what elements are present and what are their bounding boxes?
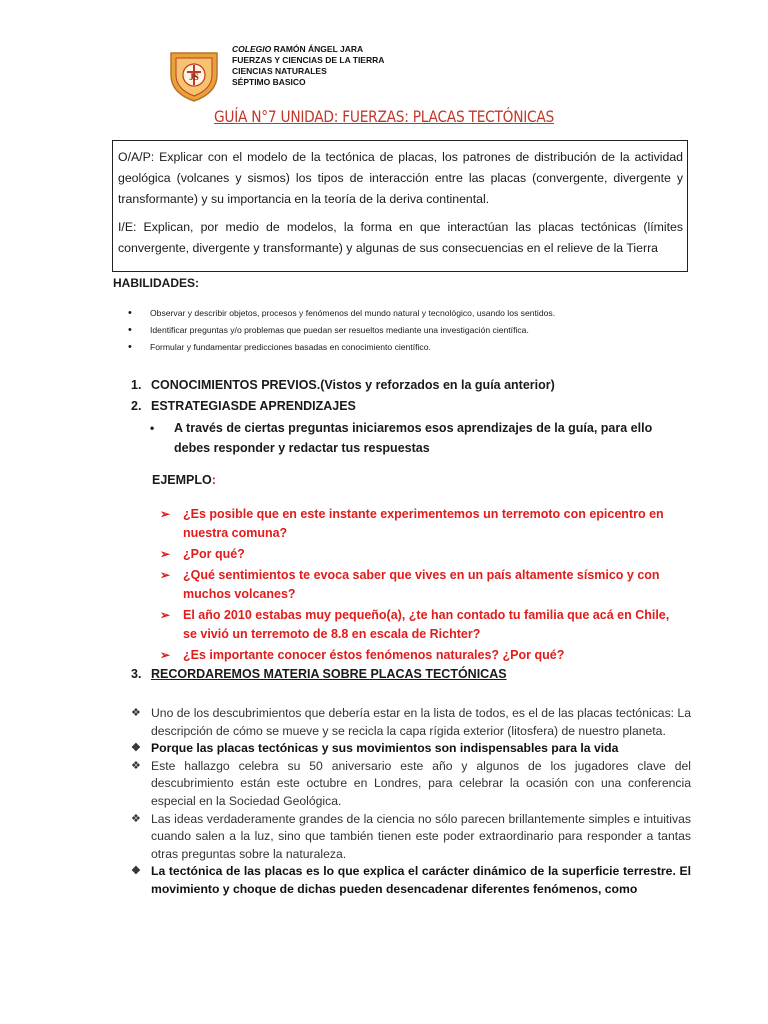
- diamond-bullet-icon: ❖: [131, 865, 141, 878]
- guide-title: GUÍA N°7 UNIDAD: FUERZAS: PLACAS TECTÓNICAS: [213, 107, 555, 126]
- bullet-icon: •: [150, 421, 155, 435]
- ejemplo-label: [152, 473, 216, 487]
- arrow-bullet-icon: ➢: [160, 547, 171, 561]
- school-name: RAMÓN ÁNGEL JARA: [271, 44, 364, 54]
- question-text: ¿Qué sentimientos te evoca saber que vives en un país altamente sísmico y con muchos volcanes?: [183, 568, 660, 601]
- diamond-bullet-icon: ❖: [131, 812, 141, 825]
- fact-item: [131, 811, 691, 864]
- question-text: ¿Es importante conocer éstos fenómenos naturales? ¿Por qué?: [183, 648, 565, 662]
- habilidades-list: [128, 305, 555, 356]
- fact-item: [131, 863, 691, 898]
- question-text: El año 2010 estabas muy pequeño(a), ¿te han contado tu familia que acá en Chile, se vivió un terremoto de 8.8 en escala de Richter?: [183, 608, 670, 641]
- habilidad-item: • Identificar preguntas y/o problemas que puedan ser resueltos mediante una investigación científica.: [128, 322, 555, 339]
- objectives-box: [112, 140, 688, 272]
- diamond-bullet-icon: ❖: [131, 742, 141, 755]
- fact-text: La tectónica de las placas es lo que explica el carácter dinámico de la superficie terrestre. El movimiento y choque de dichas pueden desencadenar diferentes fenómenos, como: [151, 864, 691, 896]
- question-text: ¿Por qué?: [183, 547, 245, 561]
- school-header: [232, 44, 384, 88]
- facts-list: [131, 705, 691, 899]
- section-2-heading: [131, 399, 356, 413]
- school-prefix: COLEGIO: [232, 44, 272, 54]
- arrow-bullet-icon: ➢: [160, 568, 171, 582]
- ejemplo-text: EJEMPLO: [152, 473, 212, 487]
- question-text: ¿Es posible que en este instante experimentemos un terremoto con epicentro en nuestra comuna?: [183, 507, 664, 540]
- section-number: 1.: [131, 378, 142, 392]
- section-2-text: ESTRATEGIASDE APRENDIZAJES: [151, 399, 356, 413]
- fact-text: Porque las placas tectónicas y sus movimientos son indispensables para la vida: [151, 741, 619, 756]
- question-item: [160, 545, 680, 564]
- question-item: [160, 606, 680, 644]
- section-number: 2.: [131, 399, 142, 413]
- ejemplo-colon: :: [211, 473, 216, 487]
- ie-text: I/E: Explican, por medio de modelos, la forma en que interactúan las placas tectónicas (límites convergente, divergente y transformante) y algunas de sus consecuencias en el relieve de la Tierra: [118, 220, 683, 255]
- section-1-heading: [131, 378, 555, 392]
- logo-monogram: JS: [189, 72, 199, 82]
- fact-item: [131, 758, 691, 811]
- fact-text: Este hallazgo celebra su 50 aniversario este año y algunos de los jugadores clave del descubrimiento están este octubre en Londres, para celebrar la ocasión con una conferencia especial en la Sociedad Geológica.: [151, 758, 691, 808]
- habilidad-item: • Formular y fundamentar predicciones basadas en conocimiento científico.: [128, 339, 555, 356]
- fact-text: Las ideas verdaderamente grandes de la ciencia no sólo parecen brillantemente simples e intuitivas cuando salen a la luz, sino que también tienen este poder extraordinario para responder a tantas otras preguntas sobre la naturaleza.: [151, 811, 691, 861]
- habilidades-heading: HABILIDADES:: [113, 276, 199, 290]
- school-logo: [165, 45, 223, 103]
- school-line3: CIENCIAS NATURALES: [232, 66, 327, 76]
- fact-item: [131, 705, 691, 740]
- arrow-bullet-icon: ➢: [160, 507, 171, 521]
- diamond-bullet-icon: ❖: [131, 707, 141, 719]
- habilidad-item: • Observar y describir objetos, procesos y fenómenos del mundo natural y tecnológico, usando los sentidos.: [128, 305, 555, 322]
- diamond-bullet-icon: ❖: [131, 759, 141, 772]
- section-number: 3.: [131, 667, 142, 681]
- section-3-heading: [131, 667, 507, 681]
- school-line4: SÉPTIMO BASICO: [232, 77, 306, 87]
- arrow-bullet-icon: ➢: [160, 648, 171, 662]
- section-3-text: RECORDAREMOS MATERIA SOBRE PLACAS TECTÓNICAS: [151, 667, 507, 681]
- question-item: [160, 566, 680, 604]
- strategy-text: A través de ciertas preguntas iniciaremos esos aprendizajes de la guía, para ello debes responder y redactar tus respuestas: [174, 421, 653, 455]
- fact-item: [131, 740, 691, 758]
- question-item: [160, 646, 680, 665]
- question-list: [160, 505, 680, 667]
- strategy-bullet: [150, 418, 670, 458]
- oap-text: O/A/P: Explicar con el modelo de la tectónica de placas, los patrones de distribución de la actividad geológica (volcanes y sismos) los tipos de interacción entre las placas (convergente, divergente y transformante) y su importancia en la teoría de la deriva continental.: [118, 150, 683, 206]
- question-item: [160, 505, 680, 543]
- school-line2: FUERZAS Y CIENCIAS DE LA TIERRA: [232, 55, 385, 65]
- section-1-text: CONOCIMIENTOS PREVIOS.(Vistos y reforzados en la guía anterior): [151, 378, 555, 392]
- arrow-bullet-icon: ➢: [160, 608, 171, 622]
- fact-text: Uno de los descubrimientos que debería estar en la lista de todos, es el de las placas tectónicas: La descripción de cómo se mueve y se recicla la capa rígida exterior (litosfera) de nuestro planeta.: [151, 706, 691, 738]
